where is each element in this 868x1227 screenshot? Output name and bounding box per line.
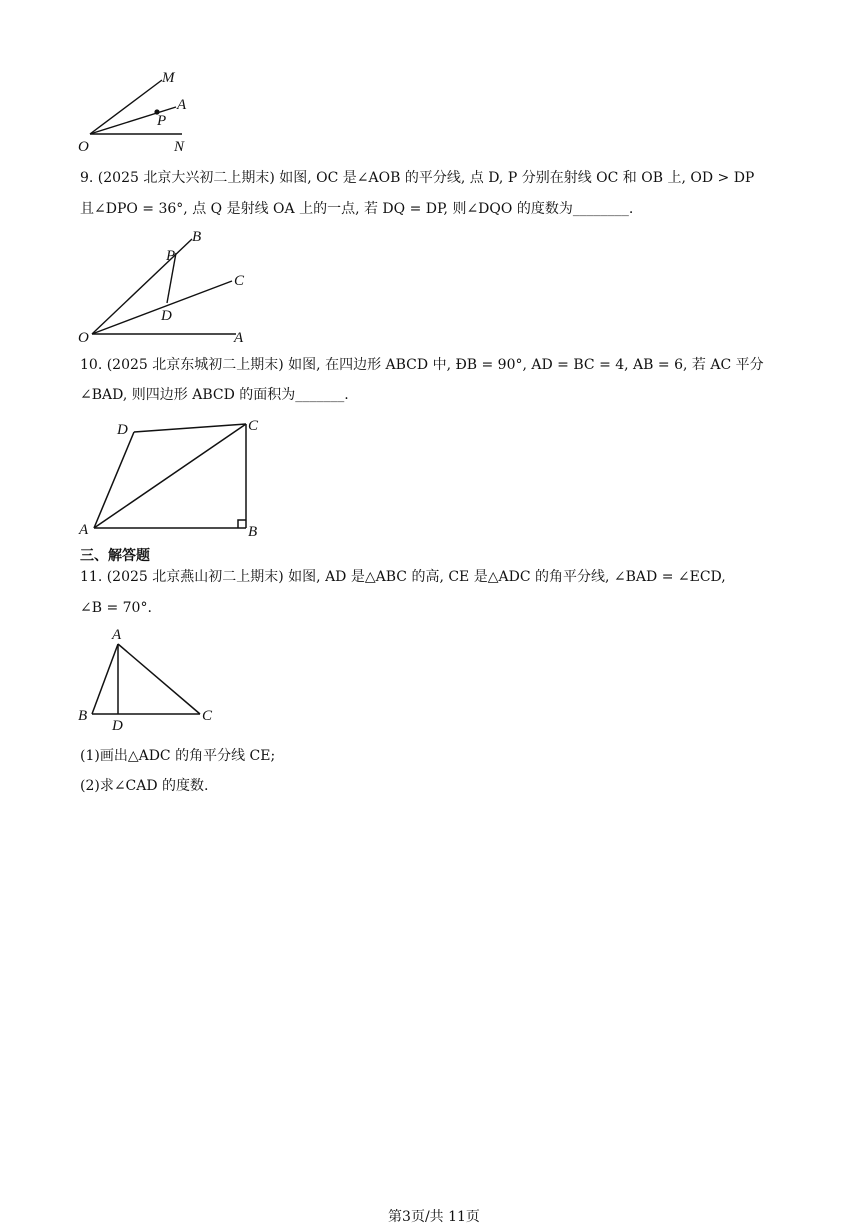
q10-text-line2: ∠BAD, 则四边形 ABCD 的面积为_______. bbox=[80, 387, 349, 403]
label-c: C bbox=[234, 273, 245, 289]
label-n: N bbox=[174, 139, 185, 155]
label-m: M bbox=[162, 70, 175, 86]
label-a: A bbox=[79, 522, 89, 538]
label-d: D bbox=[161, 308, 172, 324]
label-d: D bbox=[117, 422, 128, 438]
label-a: A bbox=[234, 330, 244, 346]
label-d: D bbox=[112, 718, 123, 734]
label-c: C bbox=[248, 418, 259, 434]
q11-text-line2: ∠B = 70°. bbox=[80, 600, 152, 616]
label-b: B bbox=[192, 229, 202, 245]
q9-text-line2: 且∠DPO = 36°, 点 Q 是射线 OA 上的一点, 若 DQ = DP, 则∠DQO 的度数为________. bbox=[80, 201, 634, 217]
label-o: O bbox=[78, 139, 89, 155]
q9-text-line1: 9. (2025 北京大兴初二上期末) 如图, OC 是∠AOB 的平分线, 点 D, P 分别在射线 OC 和 OB 上, OD > DP bbox=[80, 170, 755, 186]
q11-part2: (2)求∠CAD 的度数. bbox=[80, 778, 209, 794]
figure-q9 bbox=[70, 225, 270, 350]
section-heading: 三、解答题 bbox=[80, 548, 150, 564]
label-b: B bbox=[248, 524, 258, 540]
label-b: B bbox=[78, 708, 88, 724]
figure-angle-mon bbox=[70, 62, 210, 157]
q10-text-line1: 10. (2025 北京东城初二上期末) 如图, 在四边形 ABCD 中, ÐB = 90°, AD = BC = 4, AB = 6, 若 AC 平分 bbox=[80, 357, 764, 373]
q11-text-line1: 11. (2025 北京燕山初二上期末) 如图, AD 是△ABC 的高, CE 是△ADC 的角平分线, ∠BAD = ∠ECD, bbox=[80, 569, 726, 585]
label-p: P bbox=[157, 113, 167, 129]
label-a: A bbox=[112, 627, 122, 643]
label-o: O bbox=[78, 330, 89, 346]
figure-q11 bbox=[70, 622, 230, 737]
page-footer: 第3页/共 11页 bbox=[388, 1209, 480, 1225]
label-c: C bbox=[202, 708, 213, 724]
q11-part1: (1)画出△ADC 的角平分线 CE; bbox=[80, 748, 276, 764]
label-a: A bbox=[177, 97, 187, 113]
figure-q10 bbox=[70, 412, 270, 542]
label-p: P bbox=[166, 248, 176, 264]
